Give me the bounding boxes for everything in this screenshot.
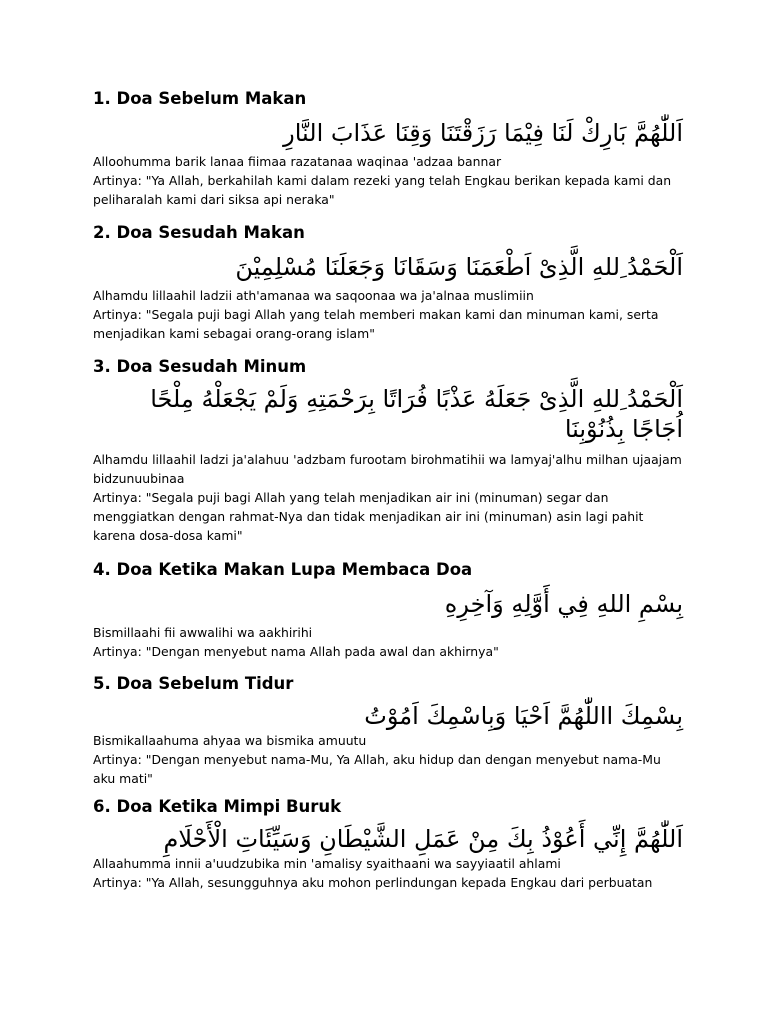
arabic-text: اَلْحَمْدُ ِللهِ الَّذِىْ جَعَلَهُ عَذْبًا فُرَاتًا بِرَحْمَتِهِ وَلَمْ يَجْعَلْهُ مِلْحًا اُجَاجًا بِذُنُوْبِنَا [150,385,683,443]
latin-transliteration: Alhamdu lillaahil ladzii ath'amanaa wa saqoonaa wa ja'alnaa muslimiin [93,288,534,303]
latin-transliteration: Alloohumma barik lanaa fiimaa razatanaa waqinaa 'adzaa bannar [93,154,502,169]
latin-transliteration: Alhamdu lillaahil ladzi ja'alahuu 'adzbam furootam birohmatihii wa lamyaj'alhu milhan ujaajam bidzunuubinaa [93,452,682,486]
latin-transliteration: Bismikallaahuma ahyaa wa bismika amuutu [93,733,367,748]
prayer-section-5 [93,673,683,788]
meaning-text: Artinya: "Segala puji bagi Allah yang telah memberi makan kami dan minuman kami, serta menjadikan kami sebagai orang-orang islam" [93,307,659,341]
prayer-section-3 [93,356,683,545]
latin-transliteration: Allaahumma innii a'uudzubika min 'amalisy syaithaani wa sayyiaatil ahlami [93,856,561,871]
arabic-text: اَللّٰهُمَّ بَارِكْ لَنَا فِيْمَا رَزَقْتَنَا وَقِنَا عَذَابَ النَّارِ [283,119,683,147]
section-heading: 2. Doa Sesudah Makan [93,223,305,242]
meaning-text: Artinya: "Segala puji bagi Allah yang telah menjadikan air ini (minuman) segar dan menggiatkan dengan rahmat-Nya dan tidak menjadikan air ini (minuman) asin lagi pahit karena dosa-dosa kami" [93,490,644,543]
arabic-text: بِسْمِكَ االلّٰهُمَّ اَحْيَا وَبِاسْمِكَ اَمُوْتُ [364,702,683,730]
section-heading: 3. Doa Sesudah Minum [93,357,307,376]
meaning-text: Artinya: "Ya Allah, sesungguhnya aku mohon perlindungan kepada Engkau dari perbuatan [93,875,653,890]
section-heading: 1. Doa Sebelum Makan [93,89,307,108]
meaning-text: Artinya: "Ya Allah, berkahilah kami dalam rezeki yang telah Engkau berikan kepada kami dan peliharalah kami dari siksa api neraka" [93,173,672,207]
prayer-section-6 [93,796,683,892]
section-heading: 6. Doa Ketika Mimpi Buruk [93,797,342,816]
meaning-text: Artinya: "Dengan menyebut nama-Mu, Ya Allah, aku hidup dan dengan menyebut nama-Mu aku mati" [93,752,661,786]
arabic-text: بِسْمِ اللهِ فِي أَوَّلِهِ وَآخِرِهِ [444,590,683,618]
arabic-text: اَلْحَمْدُ ِللهِ الَّذِىْ اَطْعَمَنَا وَسَقَانَا وَجَعَلَنَا مُسْلِمِيْنَ [235,253,683,281]
prayer-section-2 [93,222,683,343]
prayer-section-4 [93,559,683,661]
prayer-section-1 [93,88,683,209]
arabic-text: اَللّٰهُمَّ إِنِّي أَعُوْذُ بِكَ مِنْ عَمَلِ الشَّيْطَانِ وَسَيِّئَاتِ الْأَحْلَامِ [163,825,683,853]
section-heading: 5. Doa Sebelum Tidur [93,674,294,693]
latin-transliteration: Bismillaahi fii awwalihi wa aakhirihi [93,625,313,640]
section-heading: 4. Doa Ketika Makan Lupa Membaca Doa [93,560,473,579]
meaning-text: Artinya: "Dengan menyebut nama Allah pada awal dan akhirnya" [93,644,499,659]
